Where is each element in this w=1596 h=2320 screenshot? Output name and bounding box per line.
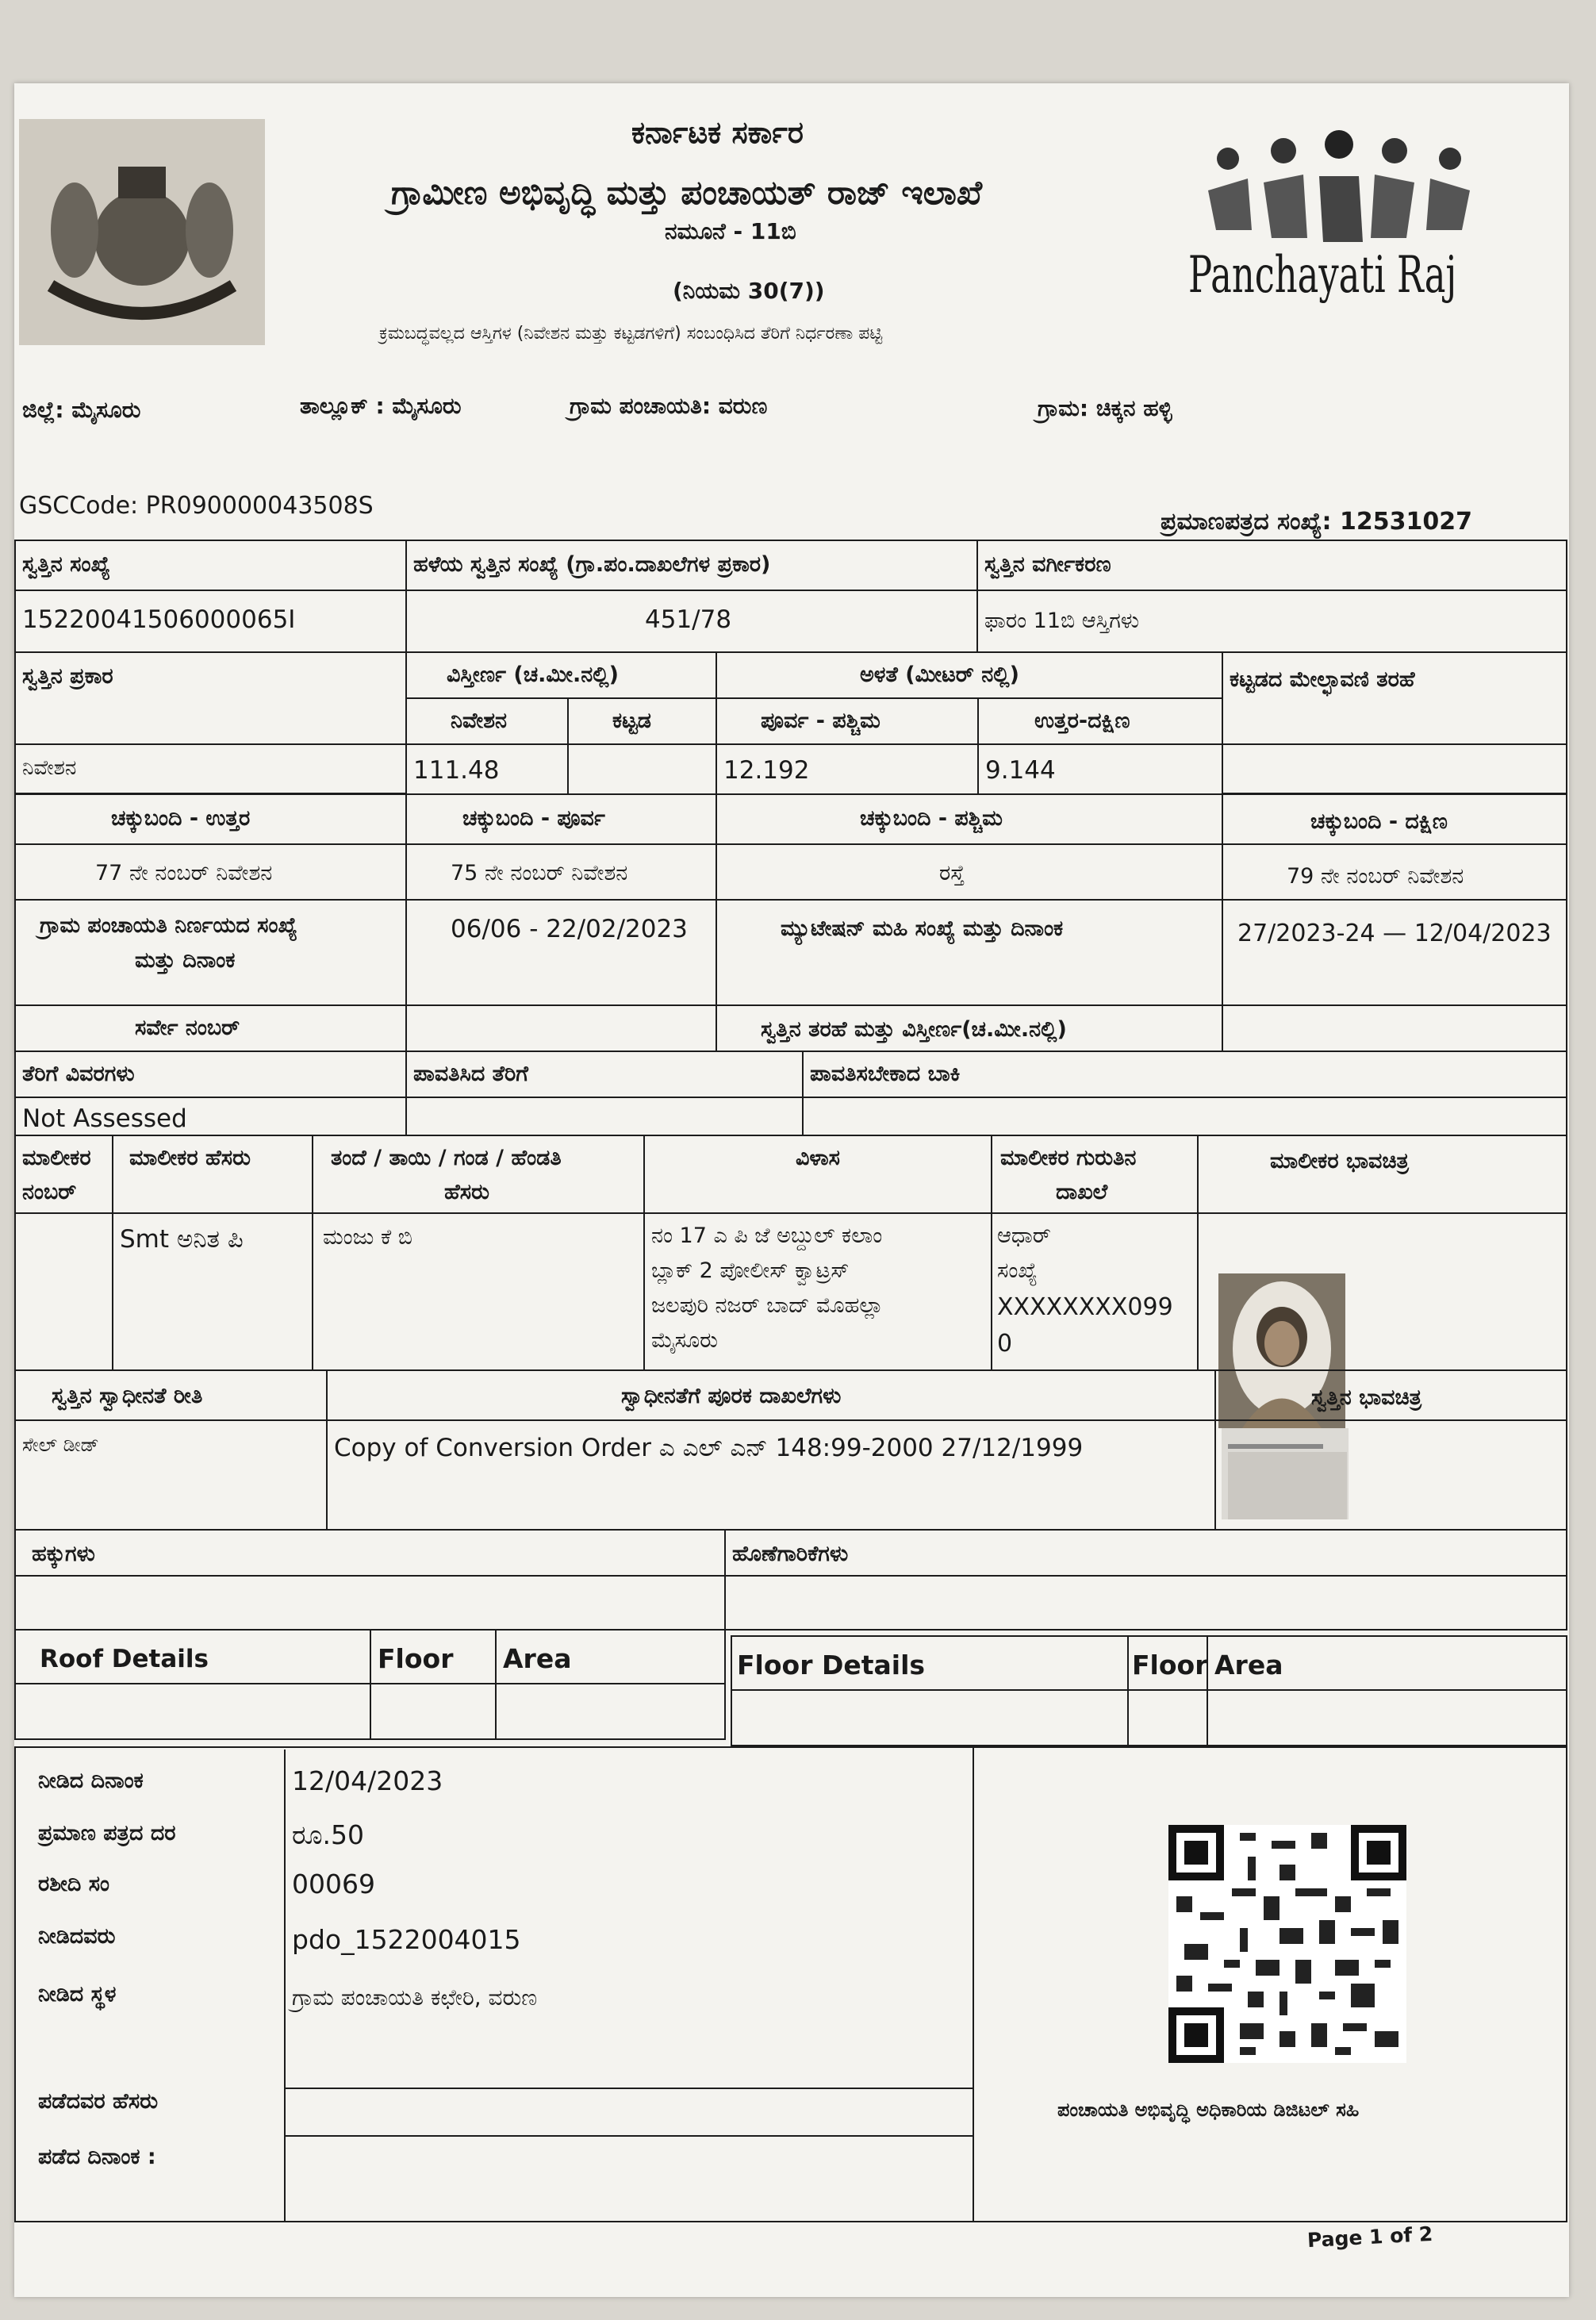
issue-date-label: ನೀಡಿದ ದಿನಾಂಕ	[38, 1769, 144, 1793]
fee: ರೂ.50	[292, 1819, 364, 1850]
gram-panchayat: ಗ್ರಾಮ ಪಂಚಾಯತಿ: ವರುಣ	[570, 393, 768, 419]
address-line-4: ಮೈಸೂರು	[651, 1328, 718, 1353]
place-label: ನೀಡಿದ ಸ್ಥಳ	[38, 1982, 117, 2007]
tax-paid-label: ಪಾವತಿಸಿದ ತೆರಿಗೆ	[413, 1062, 528, 1086]
north-boundary-label: ಚಕ್ಕುಬಂದಿ - ಉತ್ತರ	[111, 806, 251, 831]
site-area-cell	[405, 743, 569, 795]
tax-due-label: ಪಾವತಿಸಬೇಕಾದ ಬಾಕಿ	[810, 1062, 961, 1086]
building-label: ಕಟ್ಟಡ	[612, 709, 651, 733]
area-label-cell	[405, 651, 717, 699]
rights-label-cell	[14, 1529, 726, 1577]
roof-details-label-cell	[14, 1629, 371, 1684]
address-line-2: ಬ್ಲಾಕ್ 2 ಪೋಲೀಸ್ ಕ್ವಾಟ್ರಸ್	[651, 1258, 850, 1283]
north-boundary-cell	[14, 843, 407, 901]
floor-floor-cell	[1127, 1689, 1208, 1746]
liabilities-label: ಹೊಣೆಗಾರಿಕೆಗಳು	[732, 1542, 849, 1566]
owner-no-label: ಮಾಲೀಕರ	[22, 1146, 91, 1170]
survey-label: ಸರ್ವೇ ನಂಬರ್	[135, 1016, 240, 1040]
receipt-number: 00069	[292, 1869, 375, 1899]
village: ಗ್ರಾಮ: ಚಿಕ್ಕನ ಹಳ್ಳಿ	[1038, 395, 1172, 421]
acquisition-mode-label-cell	[14, 1369, 328, 1421]
panchayati-raj-logo-icon	[1196, 127, 1482, 246]
tax-paid-cell	[405, 1097, 804, 1136]
floor-details-label-cell	[731, 1635, 1129, 1691]
received-date-label: ಪಡೆದ ದಿನಾಂಕ :	[38, 2145, 156, 2169]
gp-resolution-cell	[405, 899, 717, 1006]
gp-resolution-label-cell	[14, 899, 407, 1006]
east-boundary: 75 ನೇ ನಂಬರ್ ನಿವೇಶನ	[451, 861, 628, 885]
fee-label: ಪ್ರಮಾಣ ಪತ್ರದ ದರ	[38, 1821, 176, 1846]
south-boundary-label: ಚಕ್ಕುಬಂದಿ - ದಕ್ಷಿಣ	[1310, 809, 1448, 834]
mutation-value: 27/2023-24 — 12/04/2023	[1237, 920, 1552, 947]
east-boundary-label-cell	[405, 793, 717, 845]
classification: ಫಾರಂ 11ಬಿ ಆಸ್ತಿಗಳು	[984, 609, 1140, 633]
district: ಜಿಲ್ಲೆ: ಮೈಸೂರು	[22, 397, 141, 423]
roof-type-cell	[1222, 743, 1567, 795]
tax-due-cell	[802, 1097, 1567, 1136]
tax-due-label-cell	[802, 1051, 1567, 1098]
floor-details-cell	[731, 1689, 1129, 1746]
gp-resolution-label-2: ಮತ್ತು ದಿನಾಂಕ	[135, 948, 236, 973]
south-boundary: 79 ನೇ ನಂಬರ್ ನಿವೇಶನ	[1287, 864, 1464, 889]
karnataka-emblem-icon	[19, 119, 265, 345]
issuer-label: ನೀಡಿದವರು	[38, 1924, 116, 1949]
west-boundary-cell	[716, 843, 1223, 901]
floor-details-label: Floor Details	[737, 1650, 926, 1680]
building-area-cell	[567, 743, 717, 795]
north-south-value: 9.144	[985, 756, 1056, 785]
acquisition-mode: ಸೇಲ್ ಡೀಡ್	[22, 1434, 99, 1456]
owner-id-number-2: 0	[997, 1330, 1013, 1358]
site-area: 111.48	[413, 756, 500, 785]
issue-date: 12/04/2023	[292, 1765, 443, 1796]
roof-details-label: Roof Details	[40, 1645, 209, 1673]
property-number-label: ಸ್ವತ್ತಿನ ಸಂಖ್ಯೆ	[22, 552, 110, 577]
old-number-cell	[405, 590, 978, 653]
survey-cell	[405, 1004, 717, 1052]
relation-cell	[312, 1212, 645, 1371]
old-number-label-cell	[405, 540, 978, 591]
acquisition-mode-cell	[14, 1419, 328, 1531]
south-boundary-label-cell	[1222, 793, 1567, 845]
page-number: Page 1 of 2	[1306, 2222, 1433, 2253]
owner-id-label-cell	[991, 1135, 1199, 1214]
floor-area-cell	[1207, 1689, 1567, 1746]
roof-area-label-cell	[495, 1629, 726, 1684]
west-boundary-label: ಚಕ್ಕುಬಂದಿ - ಪಶ್ಚಿಮ	[860, 806, 1003, 831]
address-line-1: ನಂ 17 ಎ ಪಿ ಜೆ ಅಬ್ದುಲ್ ಕಲಾಂ	[651, 1223, 883, 1248]
floor-area-label-cell	[1207, 1635, 1567, 1691]
taluk: ತಾಲ್ಲೂಕ್ : ಮೈಸೂರು	[300, 393, 462, 419]
relation-label: ತಂದೆ / ತಾಯಿ / ಗಂಡ / ಹೆಂಡತಿ	[331, 1146, 562, 1170]
rights-label: ಹಕ್ಕುಗಳು	[32, 1542, 95, 1566]
property-type-cell	[14, 743, 407, 795]
east-boundary-label: ಚಕ್ಕುಬಂದಿ - ಪೂರ್ವ	[462, 806, 605, 831]
form-number: ನಮೂನೆ - 11ಬಿ	[665, 218, 796, 244]
tax-status-cell	[14, 1097, 407, 1136]
tax-status: Not Assessed	[22, 1104, 187, 1133]
roof-floor-label-cell	[370, 1629, 497, 1684]
property-photo-label-cell	[1214, 1369, 1567, 1421]
north-boundary: 77 ನೇ ನಂಬರ್ ನಿವೇಶನ	[95, 861, 273, 885]
owner-name: Smt ಅನಿತ ಪಿ	[120, 1225, 244, 1254]
form-subtitle: ಕ್ರಮಬದ್ಧವಲ್ಲದ ಆಸ್ತಿಗಳ (ನಿವೇಶನ ಮತ್ತು ಕಟ್ಟಡಗಳಿಗೆ) ಸಂಬಂಧಿಸಿದ ತೆರಿಗೆ ನಿರ್ಧರಣಾ ಪಟ್ಟಿ	[379, 324, 883, 344]
roof-area-cell	[495, 1683, 726, 1740]
owner-no-label-cell	[14, 1135, 113, 1214]
site-label: ನಿವೇಶನ	[451, 709, 508, 733]
property-photo	[1222, 1428, 1349, 1519]
west-boundary-label-cell	[716, 793, 1223, 845]
issue-row-line-2	[284, 2135, 974, 2137]
property-type-label: ಸ್ವತ್ತಿನ ಪ್ರಕಾರ	[22, 664, 113, 689]
nature-label: ಸ್ವತ್ತಿನ ತರಹೆ ಮತ್ತು ವಿಸ್ತೀರ್ಣ(ಚ.ಮೀ.ನಲ್ಲಿ)	[761, 1017, 1067, 1042]
property-type: ನಿವೇಶನ	[22, 756, 77, 780]
rights-cell	[14, 1575, 726, 1631]
address-cell	[643, 1212, 992, 1371]
acquisition-docs: Copy of Conversion Order ಎ ಎಲ್ ಎನ್ 148:99-2000 27/12/1999	[334, 1434, 1084, 1462]
roof-area-label: Area	[503, 1643, 572, 1674]
govt-title: ಕರ್ನಾಟಕ ಸರ್ಕಾರ	[631, 115, 804, 150]
roof-floor-label: Floor	[378, 1643, 454, 1674]
mutation-label: ಮ್ಯುಟೇಷನ್ ಮಹಿ ಸಂಖ್ಯೆ ಮತ್ತು ದಿನಾಂಕ	[781, 916, 1064, 941]
floor-area-label: Area	[1214, 1650, 1283, 1680]
owner-name-label: ಮಾಲೀಕರ ಹೆಸರು	[129, 1146, 251, 1170]
acquisition-docs-cell	[326, 1419, 1216, 1531]
site-label-cell	[405, 697, 569, 745]
nature-label-cell	[716, 1004, 1223, 1052]
west-boundary: ರಸ್ತೆ	[939, 861, 965, 885]
liabilities-cell	[724, 1575, 1567, 1631]
east-boundary-cell	[405, 843, 717, 901]
nature-cell	[1222, 1004, 1567, 1052]
dimension-label-cell	[716, 651, 1223, 699]
receipt-label: ರಶೀದಿ ಸಂ	[38, 1872, 109, 1896]
classification-cell	[976, 590, 1567, 653]
owner-id-label: ಮಾಲೀಕರ ಗುರುತಿನ	[1000, 1146, 1137, 1170]
owner-id-number: XXXXXXXX099	[997, 1293, 1173, 1321]
mutation-cell	[1222, 899, 1567, 1006]
survey-label-cell	[14, 1004, 407, 1052]
building-label-cell	[567, 697, 717, 745]
owner-no-cell	[14, 1212, 113, 1371]
north-south-cell	[977, 743, 1223, 795]
issue-place: ಗ್ರಾಮ ಪಂಚಾಯತಿ ಕಛೇರಿ, ವರುಣ	[292, 1984, 538, 2011]
relation-label-cell	[312, 1135, 645, 1214]
mutation-label-cell	[716, 899, 1223, 1006]
department-title: ಗ್ರಾಮೀಣ ಅಭಿವೃದ್ಧಿ ಮತ್ತು ಪಂಚಾಯತ್ ರಾಜ್ ಇಲಾಖೆ	[391, 173, 983, 212]
gp-resolution: 06/06 - 22/02/2023	[451, 915, 688, 943]
form-11b-page	[14, 83, 1569, 2297]
gsc-code: GSCCode: PR090000043508S	[19, 492, 374, 520]
north-south-label-cell	[977, 697, 1223, 745]
receiver-label: ಪಡೆದವರ ಹೆಸರು	[38, 2089, 159, 2114]
north-boundary-label-cell	[14, 793, 407, 845]
south-boundary-cell	[1222, 843, 1567, 901]
qr-code-icon	[1168, 1825, 1406, 2063]
east-west-value: 12.192	[723, 756, 810, 785]
classification-label: ಸ್ವತ್ತಿನ ವರ್ಗೀಕರಣ	[984, 552, 1111, 577]
relation-label-2: ಹೆಸರು	[444, 1180, 489, 1204]
dimension-label: ಅಳತೆ (ಮೀಟರ್ ನಲ್ಲಿ)	[860, 663, 1019, 687]
owner-photo-label: ಮಾಲೀಕರ ಭಾವಚಿತ್ರ	[1270, 1149, 1409, 1173]
area-label: ವಿಸ್ತೀರ್ಣ (ಚ.ಮೀ.ನಲ್ಲಿ)	[447, 663, 619, 687]
old-number: 451/78	[645, 605, 732, 634]
tax-details-label: ತೆರಿಗೆ ವಿವರಗಳು	[22, 1062, 135, 1086]
owner-no-label-2: ನಂಬರ್	[22, 1180, 77, 1204]
property-number: 15220041506000065I	[22, 605, 296, 634]
address-label: ವಿಳಾಸ	[796, 1146, 840, 1170]
issue-divider	[284, 1750, 286, 2222]
liabilities-label-cell	[724, 1529, 1567, 1577]
east-west-label-cell	[716, 697, 979, 745]
owner-photo-label-cell	[1197, 1135, 1567, 1214]
address-line-3: ಜಲಪುರಿ ನಜರ್ ಬಾದ್ ಮೊಹಲ್ಲಾ	[651, 1293, 884, 1318]
floor-floor-label-cell	[1127, 1635, 1208, 1691]
owner-name-label-cell	[112, 1135, 313, 1214]
roof-floor-cell	[370, 1683, 497, 1740]
issuer: pdo_1522004015	[292, 1924, 521, 1955]
owner-name-cell	[112, 1212, 313, 1371]
certificate-number: ಪ್ರಮಾಣಪತ್ರದ ಸಂಖ್ಯೆ: 12531027	[1161, 508, 1472, 536]
owner-id-label-2: ದಾಖಲೆ	[1056, 1180, 1108, 1204]
east-west-label: ಪೂರ್ವ - ಪಶ್ಚಿಮ	[761, 709, 880, 733]
east-west-cell	[716, 743, 979, 795]
owner-id-type: ಆಧಾರ್	[997, 1223, 1051, 1248]
acquisition-docs-label: ಸ್ವಾಧೀನತೆಗೆ ಪೂರಕ ದಾಖಲೆಗಳು	[621, 1384, 842, 1408]
issue-row-line-1	[284, 2088, 974, 2089]
acquisition-docs-label-cell	[326, 1369, 1216, 1421]
tax-paid-label-cell	[405, 1051, 804, 1098]
address-label-cell	[643, 1135, 992, 1214]
old-number-label: ಹಳೆಯ ಸ್ವತ್ತಿನ ಸಂಖ್ಯೆ (ಗ್ರಾ.ಪಂ.ದಾಖಲೆಗಳ ಪ್ರಕಾರ)	[413, 552, 771, 577]
rule-number: (ನಿಯಮ 30(7))	[673, 278, 825, 304]
owner-id-cell	[991, 1212, 1199, 1371]
roof-type-label: ಕಟ್ಟಡದ ಮೇಲ್ಛಾವಣಿ ತರಹೆ	[1230, 667, 1415, 692]
acquisition-mode-label: ಸ್ವತ್ತಿನ ಸ್ವಾಧೀನತೆ ರೀತಿ	[52, 1384, 203, 1408]
owner-id-type-2: ಸಂಖ್ಯೆ	[997, 1258, 1038, 1283]
gp-resolution-label: ಗ್ರಾಮ ಪಂಚಾಯತಿ ನಿರ್ಣಯದ ಸಂಖ್ಯೆ	[40, 913, 297, 938]
property-number-label-cell	[14, 540, 407, 591]
floor-floor-label: Floor	[1132, 1650, 1208, 1680]
property-number-cell	[14, 590, 407, 653]
property-photo-label: ಸ್ವತ್ತಿನ ಭಾವಚಿತ್ರ	[1311, 1385, 1422, 1410]
roof-details-cell	[14, 1683, 371, 1740]
panchayati-raj-logo-text: Panchayati Raj	[1188, 246, 1457, 305]
classification-label-cell	[976, 540, 1567, 591]
tax-details-label-cell	[14, 1051, 407, 1098]
north-south-label: ಉತ್ತರ-ದಕ್ಷಿಣ	[1034, 709, 1130, 733]
relation-name: ಮಂಜು ಕೆ ಬಿ	[323, 1225, 412, 1250]
signature-caption: ಪಂಚಾಯತಿ ಅಭಿವೃದ್ಧಿ ಅಧಿಕಾರಿಯ ಡಿಜಿಟಲ್ ಸಹಿ	[1057, 2099, 1360, 2121]
